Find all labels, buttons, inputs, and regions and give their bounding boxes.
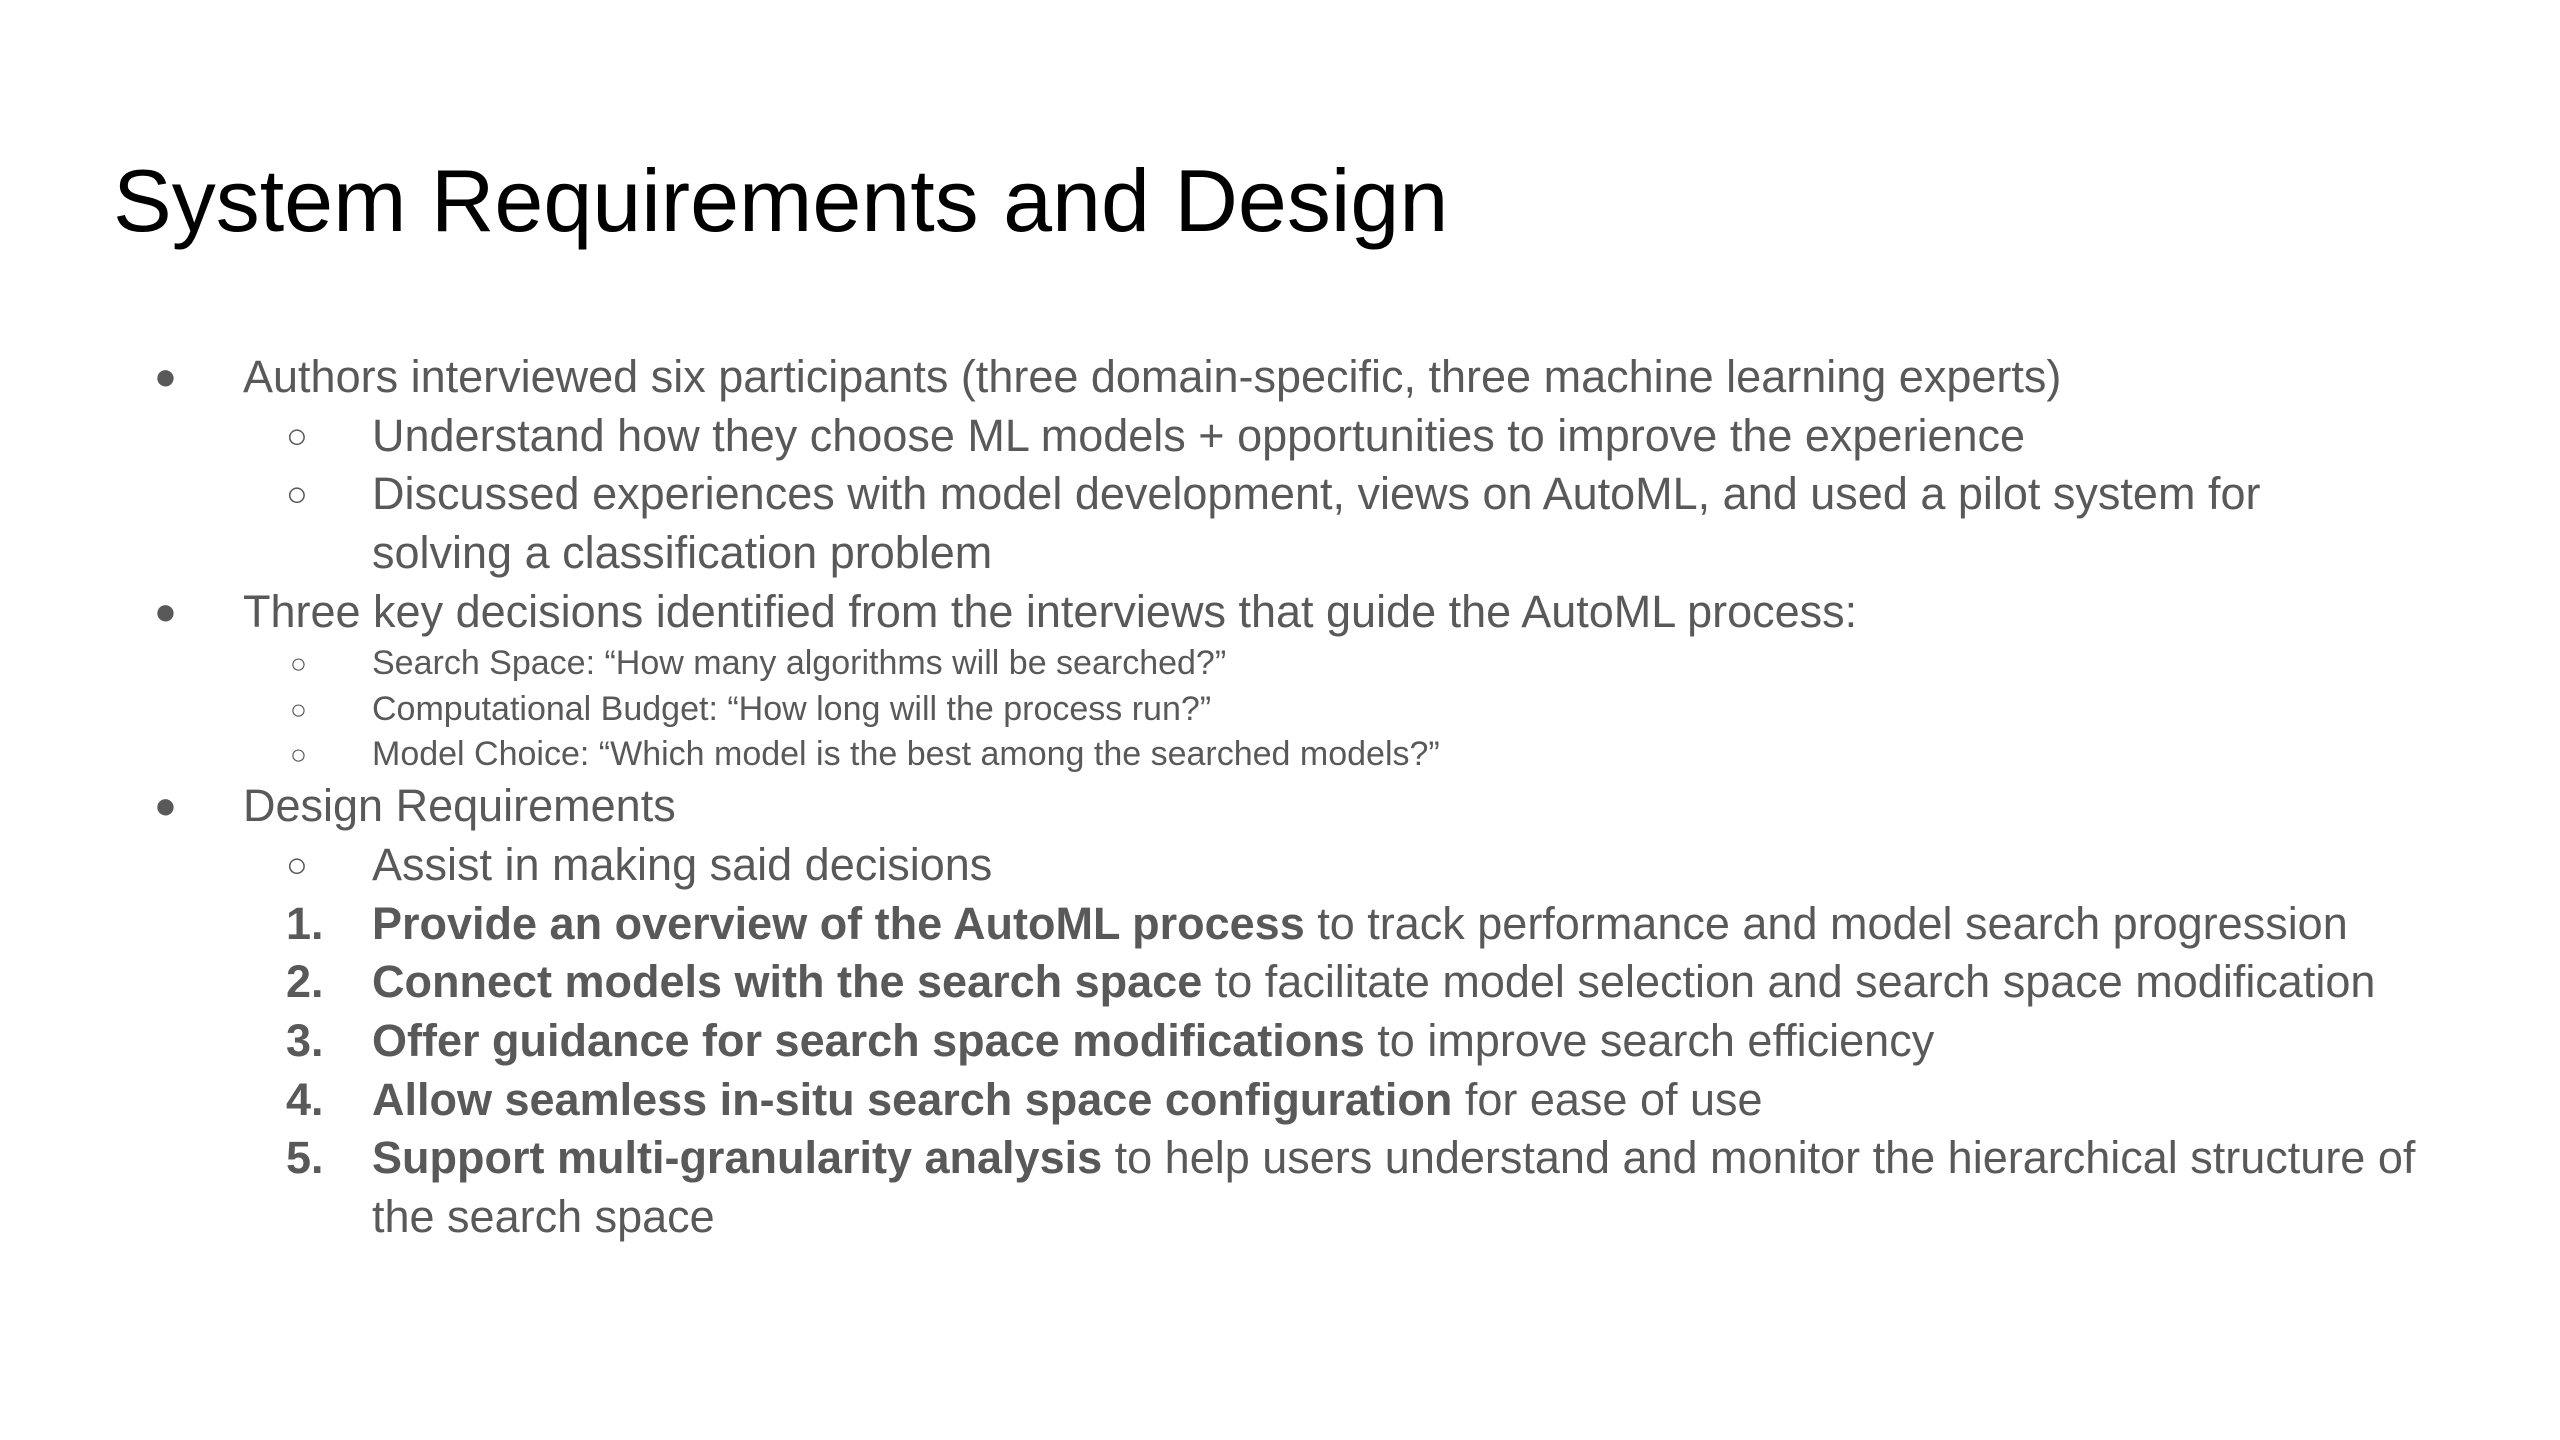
numbered-item bbox=[0, 895, 2560, 954]
sub-bullet-text: Search Space: “How many algorithms will be searched?” bbox=[372, 644, 1227, 683]
requirement-rest: to help users understand and monitor the hierarchical structure of the search space bbox=[372, 1132, 2416, 1243]
sub-bullet-marker: ○ bbox=[286, 473, 308, 515]
item-number: 1. bbox=[286, 897, 324, 949]
numbered-text bbox=[372, 895, 2348, 954]
sub-bullet-text: Discussed experiences with model development, views on AutoML, and used a pilot system for solving a classification problem bbox=[372, 468, 2261, 579]
bullet-marker: ● bbox=[154, 590, 177, 633]
requirement-bold: Support multi-granularity analysis bbox=[372, 1132, 1103, 1184]
sub-bullet-marker: ○ bbox=[290, 739, 307, 771]
bullet-item bbox=[0, 583, 2560, 642]
sub-bullet-item bbox=[0, 465, 2560, 582]
requirement-rest: to facilitate model selection and search space modification bbox=[1202, 956, 2376, 1008]
sub-bullet-item bbox=[0, 732, 2560, 777]
numbered-item bbox=[0, 1129, 2560, 1246]
slide-body bbox=[0, 348, 2560, 1247]
bullet-marker: ● bbox=[154, 356, 177, 398]
sub-bullet-text: Understand how they choose ML models + opportunities to improve the experience bbox=[372, 409, 2026, 461]
bullet-item bbox=[0, 777, 2560, 836]
bullet-marker: ● bbox=[154, 785, 177, 828]
sub-bullet-item bbox=[0, 836, 2560, 895]
numbered-item bbox=[0, 1012, 2560, 1071]
slide-title: System Requirements and Design bbox=[113, 151, 1449, 250]
sub-bullet-marker: ○ bbox=[290, 693, 307, 725]
sub-bullet-text: Assist in making said decisions bbox=[372, 839, 993, 891]
numbered-text bbox=[372, 1071, 1763, 1130]
sub-bullet-item bbox=[0, 641, 2560, 686]
bullet-text: Three key decisions identified from the interviews that guide the AutoML process: bbox=[243, 585, 1858, 637]
requirement-bold: Offer guidance for search space modifications bbox=[372, 1015, 1365, 1067]
sub-bullet-marker: ○ bbox=[286, 414, 308, 456]
bullet-text: Authors interviewed six participants (three domain-specific, three machine learning experts) bbox=[243, 351, 2062, 402]
requirement-bold: Connect models with the search space bbox=[372, 956, 1203, 1008]
requirement-bold: Provide an overview of the AutoML process bbox=[372, 897, 1305, 949]
bullet-item bbox=[0, 348, 2560, 407]
requirement-rest: to track performance and model search progression bbox=[1304, 897, 2348, 949]
sub-bullet-item bbox=[0, 687, 2560, 732]
numbered-text bbox=[372, 953, 2375, 1012]
numbered-item bbox=[0, 1071, 2560, 1130]
item-number: 5. bbox=[286, 1132, 324, 1184]
requirement-bold: Allow seamless in-situ search space configuration bbox=[372, 1073, 1453, 1125]
requirement-rest: for ease of use bbox=[1452, 1073, 1763, 1125]
sub-bullet-text: Model Choice: “Which model is the best among the searched models?” bbox=[372, 735, 1440, 774]
numbered-item bbox=[0, 953, 2560, 1012]
sub-bullet-marker: ○ bbox=[290, 648, 307, 680]
numbered-text bbox=[372, 1129, 2462, 1246]
sub-bullet-item bbox=[0, 407, 2560, 466]
sub-bullet-marker: ○ bbox=[286, 844, 308, 886]
item-number: 4. bbox=[286, 1073, 324, 1125]
numbered-text bbox=[372, 1012, 1934, 1071]
requirement-rest: to improve search efficiency bbox=[1364, 1015, 1935, 1067]
sub-bullet-text: Computational Budget: “How long will the process run?” bbox=[372, 689, 1212, 728]
bullet-text: Design Requirements bbox=[243, 780, 676, 832]
item-number: 2. bbox=[286, 956, 324, 1008]
item-number: 3. bbox=[286, 1015, 324, 1067]
